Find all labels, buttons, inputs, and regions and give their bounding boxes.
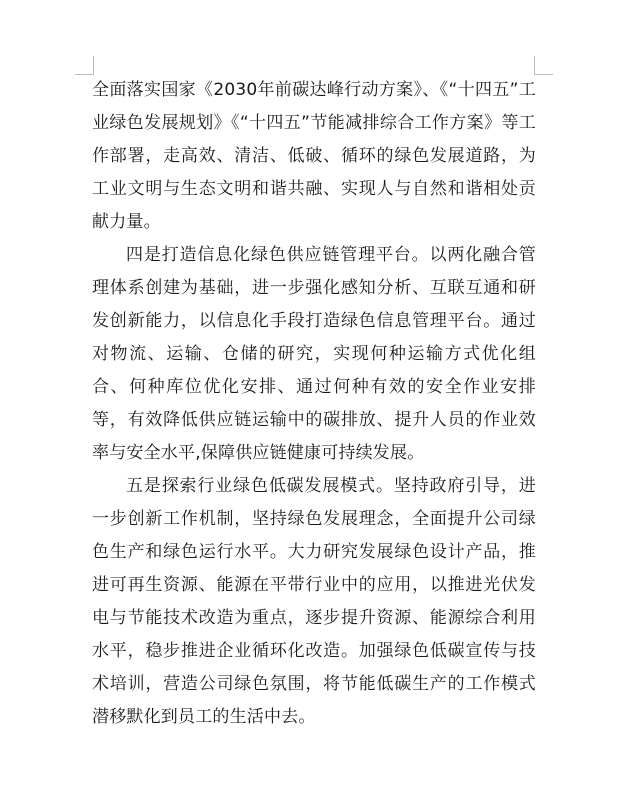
paragraph-3: 五是探索行业绿色低碳发展模式。坚持政府引导，进一步创新工作机制，坚持绿色发展理念，全面提升公司绿色生产和绿色运行水平。大力研究发展绿色设计产品，推进可再生资源、能源在平带行业中的应用，以推进光伏发电与节能技术改造为重点，逐步提升资源、能源综合利用水平，稳步推进企业循环化改造。加强绿色低碳宣传与技术培训，营造公司绿色氛围，将节能低碳生产的工作模式潜移默化到员工的生活中去。 [92,476,536,727]
paragraph-1: 全面落实国家《2030年前碳达峰行动方案》、《“十四五”工业绿色发展规划》《“十四五”节能减排综合工作方案》等工作部署，走高效、清洁、低破、循环的绿色发展道路，为工业文明与生态文明和谐共融、实现人与自然和谐相处贡献力量。 [92,80,536,232]
paragraph-2: 四是打造信息化绿色供应链管理平台。以两化融合管理体系创建为基础，进一步强化感知分析、互联互通和研发创新能力，以信息化手段打造绿色信息管理平台。通过对物流、运输、仓储的研究，实现何种运输方式优化组合、何种库位优化安排、通过何种有效的安全作业安排等，有效降低供应链运输中的碳排放、提升人员的作业效率与安全水平,保障供应链健康可持续发展。 [92,245,536,463]
crop-mark-top-right [534,56,553,75]
document-body [92,74,536,734]
crop-mark-top-left [75,56,94,75]
